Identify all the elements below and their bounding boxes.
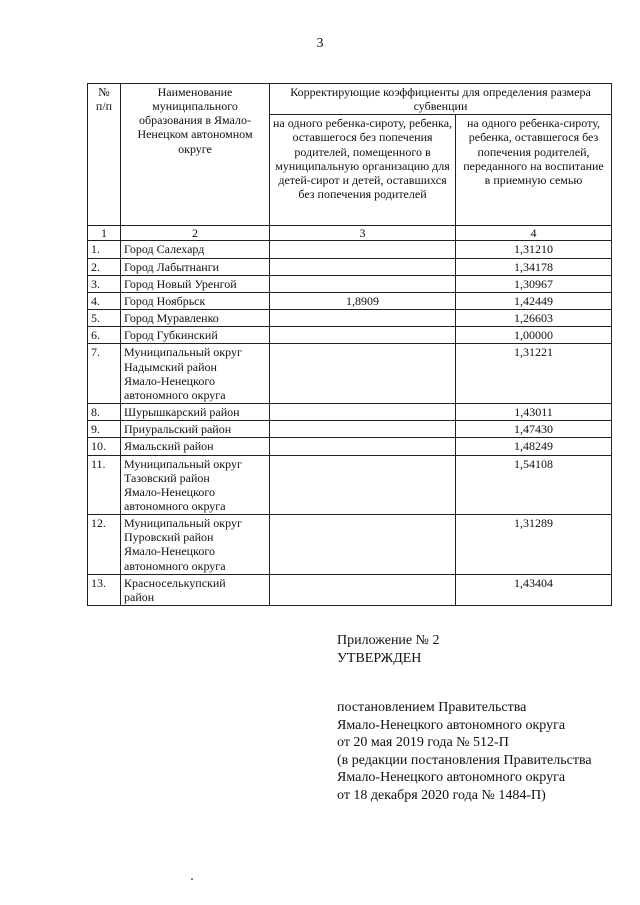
table-row [88,404,612,421]
table-row [88,455,612,515]
municipality-name [121,438,270,455]
row-number: 3. [88,275,121,292]
coefficient-foster-family: 1,34178 [456,258,612,275]
municipality-name [121,421,270,438]
municipality-name [121,310,270,327]
coefficient-foster-family: 1,42449 [456,292,612,309]
table-row [88,327,612,344]
coefficient-foster-family: 1,00000 [456,327,612,344]
municipality-name-line: Шурышкарский район [124,405,240,420]
row-number: 4. [88,292,121,309]
coefficient-institution [270,310,456,327]
row-number: 6. [88,327,121,344]
scan-dot [191,878,193,880]
municipality-name [121,327,270,344]
municipality-name-line: Надымский район [124,359,217,374]
municipality-name-line: Ямало-Ненецкого [124,373,215,388]
table-row [88,292,612,309]
header-column-4: на одного ребенка-сироту, ребенка, оставшегося без попечения родителей, переданного на воспитание в приемную семью [456,115,612,226]
appendix-line: Ямало-Ненецкого автономного округа [337,770,566,785]
municipality-name [121,258,270,275]
coefficient-institution [270,327,456,344]
municipality-name [121,241,270,258]
row-number: 8. [88,404,121,421]
coefficient-foster-family: 1,31289 [456,515,612,575]
municipality-name-line: Город Губкинский [124,328,218,343]
table-header-row [88,84,612,115]
municipality-name-line: Город Муравленко [124,311,219,326]
column-index: 2 [121,226,270,241]
coefficient-foster-family: 1,31221 [456,344,612,404]
row-number: 2. [88,258,121,275]
coefficient-foster-family: 1,48249 [456,438,612,455]
appendix-block [337,632,592,804]
row-number: 13. [88,574,121,605]
coefficient-foster-family: 1,30967 [456,275,612,292]
coefficient-foster-family: 1,43404 [456,574,612,605]
coefficient-institution [270,404,456,421]
coefficient-institution [270,258,456,275]
column-index: 4 [456,226,612,241]
municipality-name [121,275,270,292]
municipality-name-line: Город Салехард [124,242,205,257]
table-row [88,515,612,575]
row-number: 11. [88,455,121,515]
table-row [88,241,612,258]
coefficient-institution [270,344,456,404]
appendix-line: от 20 мая 2019 года № 512-П [337,735,509,750]
table-row [88,438,612,455]
municipality-name-line: Ямальский район [124,439,214,454]
appendix-line: от 18 декабря 2020 года № 1484-П) [337,787,546,803]
appendix-title: Приложение № 2 [337,633,440,648]
table-row [88,421,612,438]
coefficients-table [87,83,612,606]
municipality-name [121,344,270,404]
municipality-name [121,455,270,515]
municipality-name-line: Приуральский район [124,422,232,437]
page-number: 3 [316,36,324,51]
coefficient-foster-family: 1,43011 [456,404,612,421]
table-row [88,574,612,605]
municipality-name [121,574,270,605]
coefficient-institution [270,421,456,438]
appendix-line: постановлением Правительства [337,700,527,715]
municipality-name-line: автономного округа [124,558,226,573]
appendix-line: (в редакции постановления Правительства [337,752,592,768]
header-number-symbol: № [98,85,110,99]
municipality-name-line: Ямало-Ненецкого [124,484,215,499]
header-number [88,84,121,226]
municipality-name [121,404,270,421]
table-row [88,310,612,327]
coefficient-foster-family: 1,54108 [456,455,612,515]
coefficient-institution [270,241,456,258]
table-row [88,344,612,404]
column-index: 1 [88,226,121,241]
coefficient-institution [270,455,456,515]
column-index-row [88,226,612,241]
row-number: 7. [88,344,121,404]
municipality-name-line: Город Лабытнанги [124,259,220,274]
coefficient-foster-family: 1,31210 [456,241,612,258]
column-index: 3 [270,226,456,241]
municipality-name-line: Ямало-Ненецкого [124,544,215,559]
municipality-name-line: автономного округа [124,498,226,513]
coefficient-institution [270,574,456,605]
header-column-3: на одного ребенка-сироту, ребенка, оставшегося без попечения родителей, помещенного в муниципальную организацию для детей-сирот и детей, оставшихся без попечения родителей [270,115,456,226]
table-row [88,275,612,292]
row-number: 9. [88,421,121,438]
header-coefficients-group: Корректирующие коэффициенты для определения размера субвенции [270,84,612,115]
row-number: 1. [88,241,121,258]
header-number-abbr: п/п [95,99,113,114]
municipality-name-line: Красноселькупский [124,575,226,590]
municipality-name-line: Пуровский район [124,530,214,545]
header-municipality-name: Наименование муниципального образования в Ямало-Ненецком автономном округе [121,84,270,226]
row-number: 5. [88,310,121,327]
municipality-name-line: Муниципальный округ [124,456,242,471]
coefficient-institution [270,438,456,455]
coefficient-foster-family: 1,26603 [456,310,612,327]
municipality-name-line: Муниципальный округ [124,516,242,531]
table-row [88,258,612,275]
municipality-name-line: Город Новый Уренгой [124,276,237,291]
municipality-name-line: район [124,589,155,604]
row-number: 12. [88,515,121,575]
coefficient-foster-family: 1,47430 [456,421,612,438]
municipality-name [121,515,270,575]
coefficient-institution [270,515,456,575]
municipality-name-line: Тазовский район [124,470,210,485]
appendix-resolution-lines [337,699,592,804]
coefficient-institution: 1,8909 [270,292,456,309]
approved-label: УТВЕРЖДЕН [337,650,422,666]
coefficient-institution [270,275,456,292]
municipality-name-line: Муниципальный округ [124,345,242,360]
municipality-name-line: Город Ноябрьск [124,293,206,308]
row-number: 10. [88,438,121,455]
municipality-name [121,292,270,309]
municipality-name-line: автономного округа [124,387,226,402]
appendix-line: Ямало-Ненецкого автономного округа [337,717,566,733]
